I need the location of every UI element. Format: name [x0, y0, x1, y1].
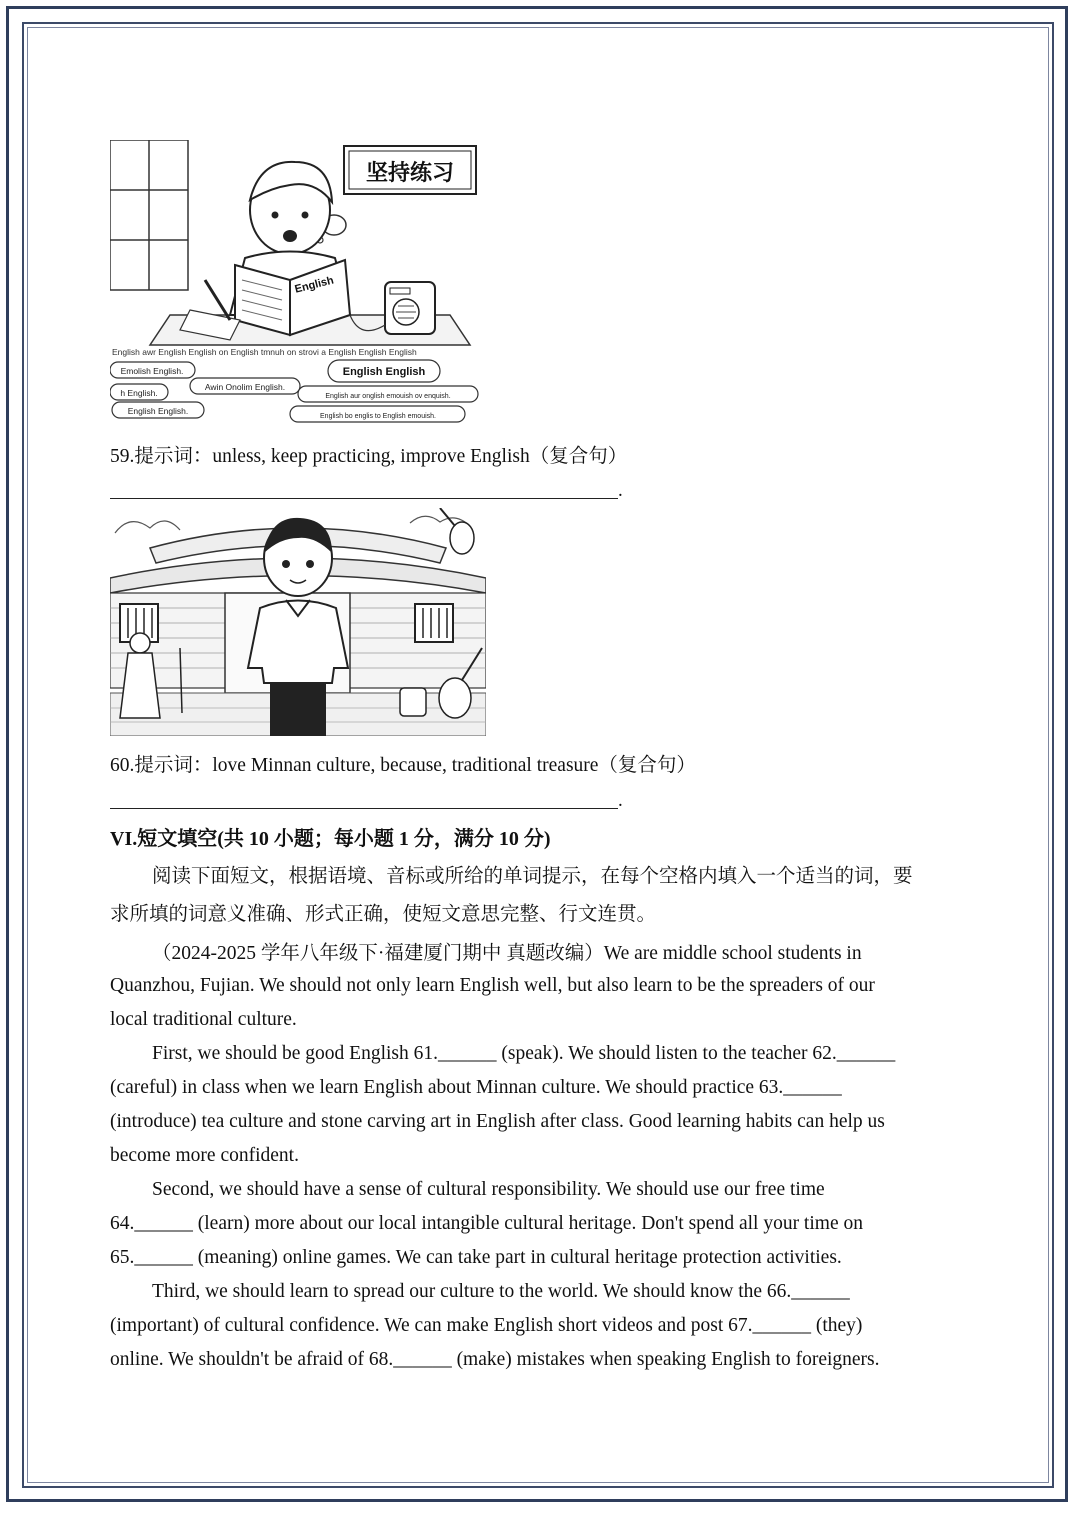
passage-line: online. We shouldn't be afraid of 68.______ (make) mistakes when speaking English to foreigners.: [110, 1349, 880, 1370]
bubble-text: English English.: [127, 406, 189, 416]
bubble-text: English bo englis to English emouish.: [320, 413, 436, 420]
bubble-text: English English: [342, 366, 426, 378]
text-strip: English awr English English on English tmnuh on strovi a English English English: [112, 347, 417, 357]
minnan-culture-illustration: [110, 508, 486, 736]
passage-line: (important) of cultural confidence. We can make English short videos and post 67.______ (they): [110, 1315, 863, 1336]
q60-answer-line[interactable]: [110, 808, 618, 809]
passage-line: Second, we should have a sense of cultural responsibility. We should use our free time: [152, 1179, 825, 1200]
passage-line: 64.______ (learn) more about our local intangible cultural heritage. Don't spend all your time on: [110, 1213, 863, 1234]
student-practicing-illustration: [110, 140, 490, 428]
passage-line: First, we should be good English 61.______ (speak). We should listen to the teacher 62.______: [152, 1043, 896, 1064]
q60-period: .: [618, 790, 623, 811]
q59-prompt: 59.提示词：unless, keep practicing, improve English（复合句）: [110, 446, 628, 467]
q59-period: .: [618, 480, 623, 501]
passage-line: （2024-2025 学年八年级下·福建厦门期中 真题改编）We are middle school students in: [152, 943, 862, 964]
passage-line: local traditional culture.: [110, 1009, 297, 1030]
book-label: English: [293, 274, 336, 296]
passage-line: (introduce) tea culture and stone carving art in English after class. Good learning habits can help us: [110, 1111, 885, 1132]
bubble-text: Awin Onolim English.: [204, 382, 286, 392]
section-title: VI.短文填空(共 10 小题；每小题 1 分，满分 10 分): [110, 828, 551, 850]
instructions-line: 阅读下面短文，根据语境、音标或所给的单词提示，在每个空格内填入一个适当的词，要: [152, 866, 913, 887]
passage-line: become more confident.: [110, 1145, 299, 1166]
q60-prompt: 60.提示词：love Minnan culture, because, traditional treasure（复合句）: [110, 755, 696, 776]
passage-line: Quanzhou, Fujian. We should not only learn English well, but also learn to be the spreaders of our: [110, 975, 875, 996]
bubble-text: English aur onglish emouish ov enquish.: [325, 393, 451, 400]
instructions-line: 求所填的词意义准确、形式正确，使短文意思完整、行文连贯。: [110, 904, 657, 925]
q59-answer-line[interactable]: [110, 498, 618, 499]
sign-text: 坚持练习: [365, 160, 455, 185]
passage-line: Third, we should learn to spread our culture to the world. We should know the 66.______: [152, 1281, 850, 1302]
passage-line: 65.______ (meaning) online games. We can take part in cultural heritage protection activities.: [110, 1247, 842, 1268]
bubble-text: Emolish English.: [120, 366, 184, 376]
bubble-text: h English.: [120, 388, 158, 398]
passage-line: (careful) in class when we learn English about Minnan culture. We should practice 63.______: [110, 1077, 842, 1098]
